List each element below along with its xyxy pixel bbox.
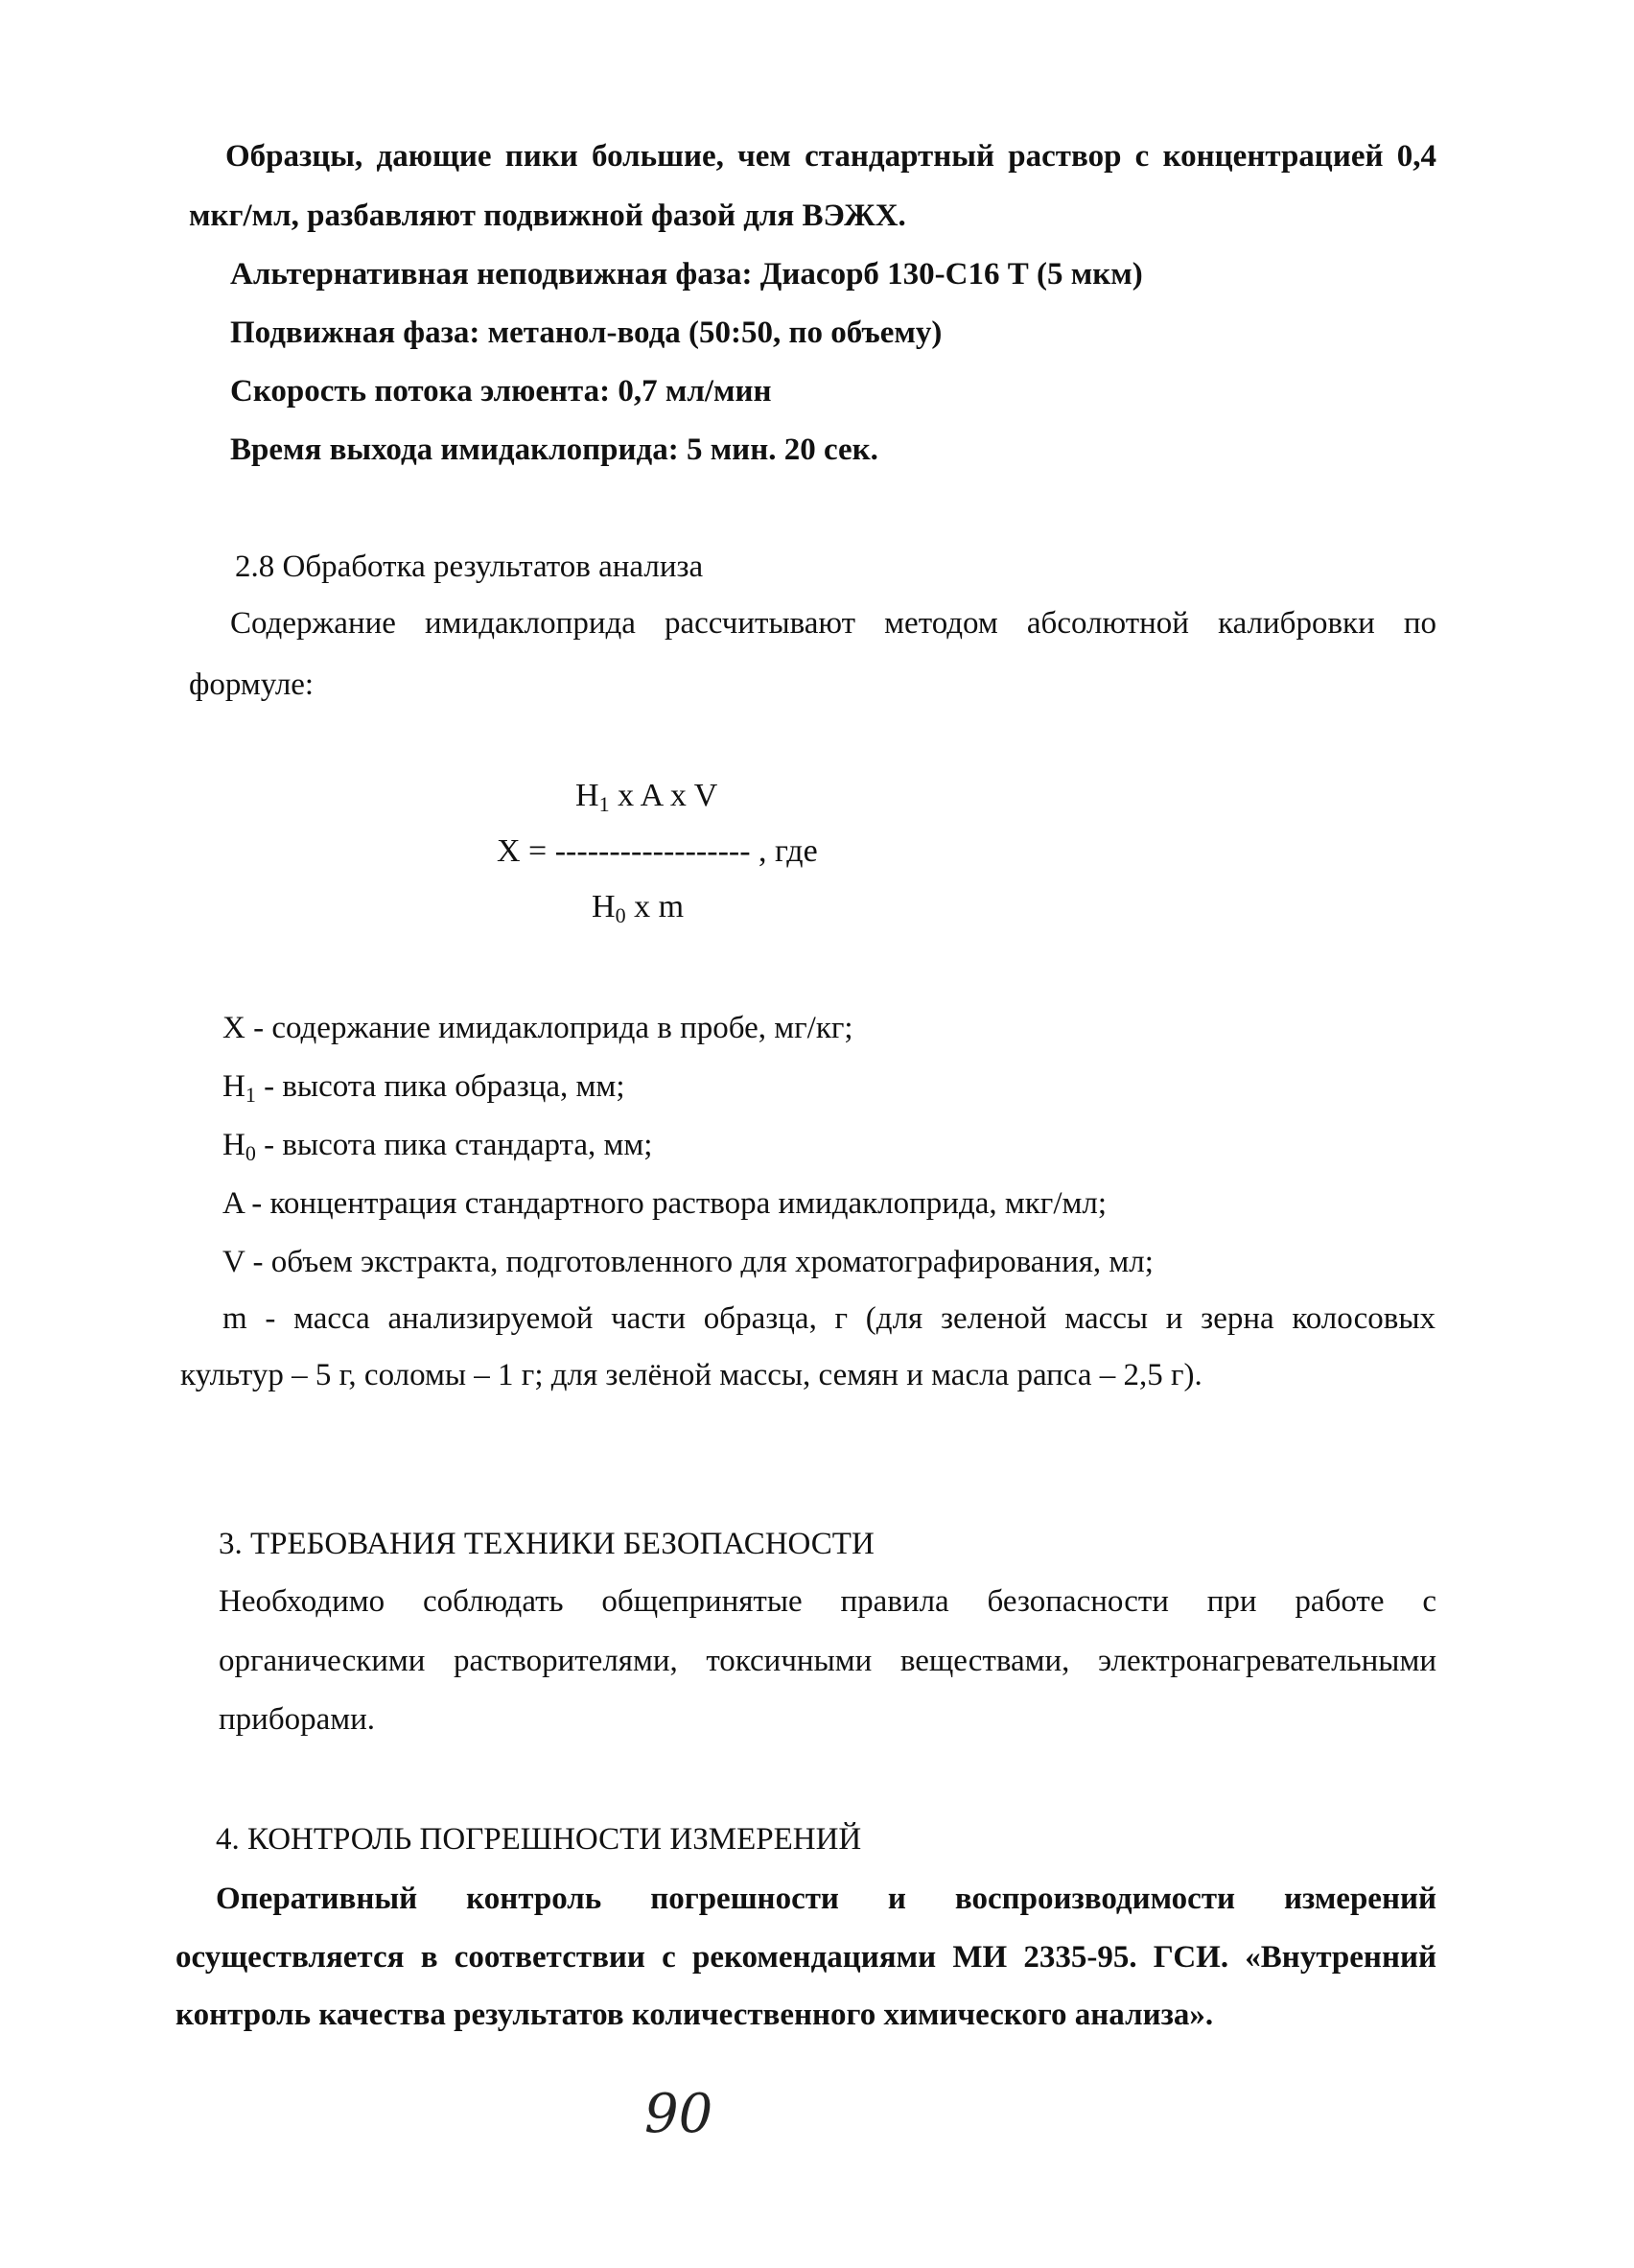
section-4-line3: контроль качества результатов количественного химического анализа». <box>175 1998 1214 2032</box>
formula-numerator <box>575 777 717 824</box>
section-2-8-intro-line1: Содержание имидаклоприда рассчитывают методом абсолютной калибровки по <box>230 606 1436 641</box>
section-3-line1: Необходимо соблюдать общепринятые правила безопасности при работе с <box>219 1584 1436 1619</box>
formula-main-line <box>497 832 818 871</box>
legend-v: V - объем экстракта, подготовленного для хроматографирования, мл; <box>222 1245 1154 1279</box>
section-4-line2: осуществляется в соответствии с рекомендациями МИ 2335-95. ГСИ. «Внутренний <box>175 1940 1436 1975</box>
section-3-line3: приборами. <box>219 1702 376 1737</box>
retention-time: Время выхода имидаклоприда: 5 мин. 20 сек. <box>230 433 878 467</box>
section-3-line2: органическими растворителями, токсичными веществами, электронагревательными <box>219 1644 1436 1678</box>
page-number: 90 <box>644 2083 713 2145</box>
formula-numerator-rest: x A x V <box>609 778 718 813</box>
legend-h1-subscript: 1 <box>245 1083 256 1107</box>
formula-denominator <box>592 888 684 935</box>
formula-denominator-rest: x m <box>625 889 685 924</box>
section-4-heading: 4. КОНТРОЛЬ ПОГРЕШНОСТИ ИЗМЕРЕНИЙ <box>216 1822 862 1857</box>
legend-h1-text: - высота пика образца, мм; <box>255 1069 625 1104</box>
legend-h0-text: - высота пика стандарта, мм; <box>255 1128 653 1162</box>
formula-h0-subscript: 0 <box>615 903 626 927</box>
legend-m-line1: m - масса анализируемой части образца, г (для зеленой массы и зерна колосовых <box>222 1301 1436 1336</box>
legend-h1-letter: H <box>222 1069 245 1104</box>
legend-a: A - концентрация стандартного раствора имидаклоприда, мкг/мл; <box>222 1186 1108 1221</box>
paragraph-dilution-line1: Образцы, дающие пики большие, чем стандартный раствор с концентрацией 0,4 <box>225 139 1436 174</box>
formula-lhs: X = <box>497 833 555 869</box>
section-2-8-intro-line2: формуле: <box>189 667 315 702</box>
paragraph-dilution-line2: мкг/мл, разбавляют подвижной фазой для ВЭЖХ. <box>189 199 906 233</box>
legend-m-line2: культур – 5 г, соломы – 1 г; для зелёной массы, семян и масла рапса – 2,5 г). <box>180 1358 1202 1392</box>
legend-h0-letter: H <box>222 1128 245 1162</box>
alt-stationary-phase: Альтернативная неподвижная фаза: Диасорб 130-С16 Т (5 мкм) <box>230 257 1143 292</box>
legend-h1 <box>222 1067 624 1114</box>
mobile-phase: Подвижная фаза: метанол-вода (50:50, по объему) <box>230 316 943 350</box>
legend-h0-subscript: 0 <box>245 1141 256 1165</box>
section-3-heading: 3. ТРЕБОВАНИЯ ТЕХНИКИ БЕЗОПАСНОСТИ <box>219 1527 875 1561</box>
eluent-flow-rate: Скорость потока элюента: 0,7 мл/мин <box>230 374 772 409</box>
section-2-8-heading: 2.8 Обработка результатов анализа <box>235 549 704 584</box>
formula-h-symbol: H <box>575 778 599 813</box>
legend-h0 <box>222 1126 652 1173</box>
formula-where: , где <box>750 833 818 869</box>
legend-x: X - содержание имидаклоприда в пробе, мг/кг; <box>222 1011 853 1045</box>
section-4-line1: Оперативный контроль погрешности и воспроизводимости измерений <box>216 1882 1436 1916</box>
formula-h-subscript: 1 <box>598 792 610 816</box>
formula-h0-symbol: H <box>592 889 616 924</box>
formula-fraction-bar: ------------------ <box>554 833 751 869</box>
